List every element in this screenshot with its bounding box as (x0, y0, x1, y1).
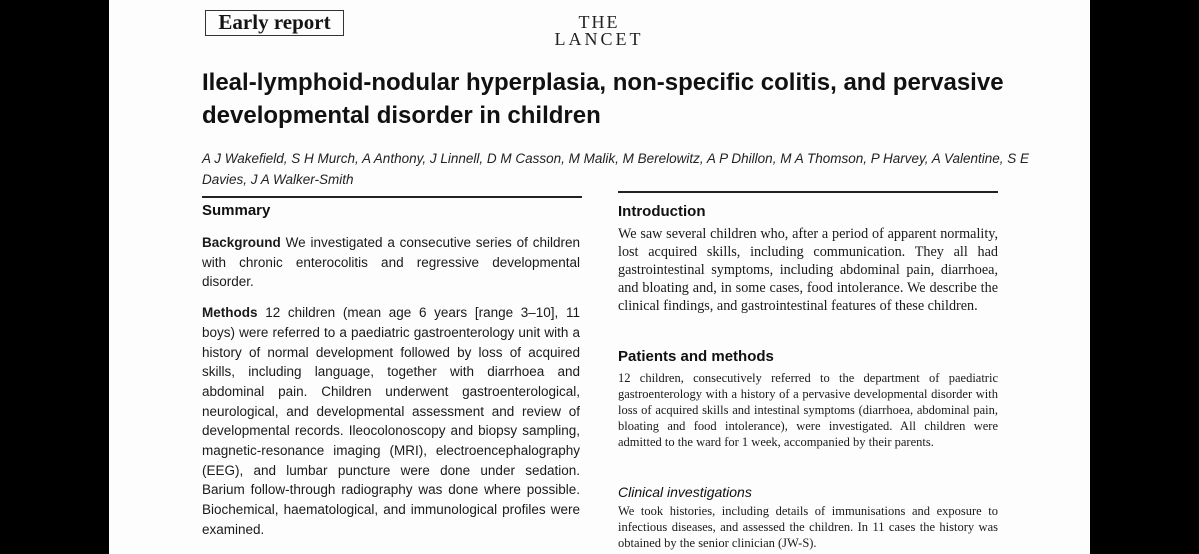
patients-methods-heading: Patients and methods (618, 348, 774, 365)
background-text: We investigated a consecutive series of children with chronic enterocolitis and regressive developmental disorder. (202, 235, 580, 290)
early-report-badge: Early report (205, 10, 344, 36)
clinical-investigations-heading: Clinical investigations (618, 484, 752, 500)
body-divider (618, 191, 998, 193)
summary-body (202, 233, 580, 551)
journal-logo-line1: THE (578, 12, 620, 32)
journal-logo-line2: LANCET (554, 29, 644, 49)
methods-paragraph (202, 303, 580, 539)
introduction-text: We saw several children who, after a period of apparent normality, lost acquired skills, including communication. They all had gastrointestinal symptoms, including abdominal pain, diarrhoea, and bloating and, in some cases, food intolerance. We describe the clinical findings, and gastrointestinal features of these children. (618, 226, 998, 314)
introduction-heading: Introduction (618, 203, 706, 220)
background-paragraph (202, 233, 580, 292)
article-title: Ileal-lymphoid-nodular hyperplasia, non-specific colitis, and pervasive developmental disorder in children (202, 69, 1004, 129)
author-list: A J Wakefield, S H Murch, A Anthony, J Linnell, D M Casson, M Malik, M Berelowitz, A P Dhillon, M A Thomson, P Harvey, A Valentine, S E Davies, J A Walker-Smith (202, 151, 1030, 187)
summary-heading: Summary (202, 202, 271, 219)
methods-label: Methods (202, 305, 258, 321)
clinical-investigations-text: We took histories, including details of immunisations and exposure to infectious diseases, and assessed the children. In 11 cases the history was obtained by the senior clinician (JW-S). (618, 504, 998, 550)
summary-divider (202, 196, 582, 198)
background-label: Background (202, 235, 281, 250)
journal-logo (539, 14, 659, 48)
methods-text: 12 children (mean age 6 years [range 3–10], 11 boys) were referred to a paediatric gastroenterology unit with a history of normal development followed by loss of acquired skills, including language, together with diarrhoea and abdominal pain. Children underwent gastroenterological, neurological, and developmental assessment and review of developmental records. Ileocolonoscopy and biopsy sampling, magnetic-resonance imaging (MRI), electroencephalography (EEG), and lumbar puncture were done under sedation. Barium follow-through radiography was done where possible. Biochemical, haematological, and immunological profiles were examined. (202, 305, 580, 537)
article-page (109, 0, 1090, 554)
patients-methods-text: 12 children, consecutively referred to the department of paediatric gastroenterology with a history of a pervasive developmental disorder with loss of acquired skills and intestinal symptoms (diarrhoea, abdominal pain, bloating and food intolerance), were investigated. All children were admitted to the ward for 1 week, accompanied by their parents. (618, 371, 998, 449)
